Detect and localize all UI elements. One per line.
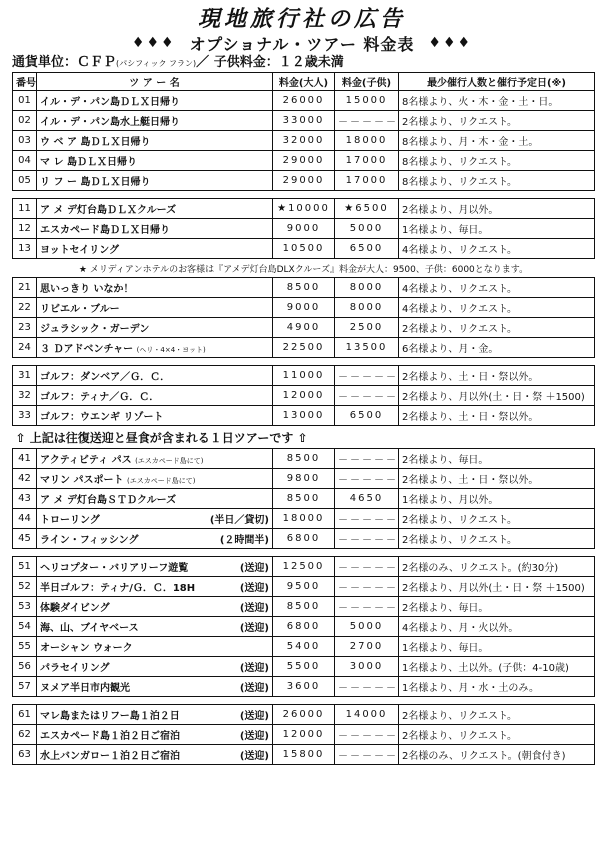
tour-tag-right: (２時間半): [219, 535, 269, 546]
tour-number: 63: [13, 745, 37, 765]
adult-price: 5500: [273, 657, 335, 677]
adult-price: 29000: [273, 151, 335, 171]
tour-name-cell: [37, 637, 273, 657]
child-price: 8000: [335, 298, 399, 318]
schedule-info: 1名様より、土以外。(子供：4-10歳): [399, 657, 595, 677]
tour-number: 53: [13, 597, 37, 617]
child-price: 5000: [335, 219, 399, 239]
schedule-info: 6名様より、月・金。: [399, 338, 595, 358]
tour-name: ゴルフ：ティナ／Ｇ．Ｃ．: [40, 392, 160, 403]
tour-name: ３ Ｄアドベンチャー: [40, 344, 134, 355]
table-row: [13, 577, 595, 597]
child-price: －－－－－: [335, 469, 399, 489]
tour-name-cell: [37, 705, 273, 725]
child-price: －－－－－: [335, 745, 399, 765]
schedule-info: 1名様より、月・水・土のみ。: [399, 677, 595, 697]
tour-number: 12: [13, 219, 37, 239]
schedule-info: 4名様より、リクエスト。: [399, 298, 595, 318]
schedule-info: 1名様より、月以外。: [399, 489, 595, 509]
adult-price: 6800: [273, 529, 335, 549]
adult-price: 8500: [273, 449, 335, 469]
tour-name: アクティビティ パス: [40, 455, 132, 466]
adult-price: 8500: [273, 278, 335, 298]
tour-name-cell: [37, 111, 273, 131]
tour-name-cell: [37, 199, 273, 219]
adult-price: 11000: [273, 366, 335, 386]
tour-number: 01: [13, 91, 37, 111]
tour-number: 45: [13, 529, 37, 549]
schedule-info: 8名様より、火・木・金・土・日。: [399, 91, 595, 111]
tour-number: 11: [13, 199, 37, 219]
adult-price: 18000: [273, 509, 335, 529]
schedule-info: 8名様より、リクエスト。: [399, 151, 595, 171]
child-price: －－－－－: [335, 386, 399, 406]
tour-tag-right: (送迎): [239, 663, 269, 674]
schedule-info: 2名様より、毎日。: [399, 449, 595, 469]
tour-name: パラセイリング: [40, 663, 110, 674]
tour-number: 62: [13, 725, 37, 745]
tour-name: トローリング: [40, 515, 100, 526]
child-price: 2700: [335, 637, 399, 657]
schedule-info: 2名様のみ、リクエスト。(約30分): [399, 557, 595, 577]
tour-name-cell: [37, 298, 273, 318]
tour-tag-right: (送迎): [239, 751, 269, 762]
schedule-info: 1名様より、毎日。: [399, 219, 595, 239]
tour-name-cell: [37, 725, 273, 745]
schedule-info: 2名様より、月以外。: [399, 199, 595, 219]
group-separator: [13, 549, 595, 557]
table-row: [13, 199, 595, 219]
diamond-left-icon: ♦♦♦: [131, 35, 176, 51]
tour-name: ライン・フィッシング: [40, 535, 139, 546]
child-price: －－－－－: [335, 725, 399, 745]
table-row: [13, 617, 595, 637]
table-row: [13, 469, 595, 489]
tour-name-cell: [37, 406, 273, 426]
tour-tag-right: (送迎): [239, 731, 269, 742]
included-banner-row: [13, 426, 595, 449]
adult-price: 4900: [273, 318, 335, 338]
table-row: [13, 745, 595, 765]
tour-name-cell: [37, 338, 273, 358]
table-row: [13, 657, 595, 677]
child-price: －－－－－: [335, 577, 399, 597]
table-row: [13, 509, 595, 529]
adult-price: 12500: [273, 557, 335, 577]
tour-name-cell: [37, 529, 273, 549]
schedule-info: 2名様より、リクエスト。: [399, 725, 595, 745]
adult-price: 9000: [273, 219, 335, 239]
schedule-info: 2名様より、月以外(土・日・祭 ＋1500): [399, 386, 595, 406]
adult-price: 5400: [273, 637, 335, 657]
title-row: [12, 32, 592, 54]
table-row: [13, 91, 595, 111]
tour-name-cell: [37, 278, 273, 298]
schedule-info: 2名様より、リクエスト。: [399, 111, 595, 131]
col-number-header: 番号: [13, 73, 37, 91]
tour-tag-right: (送迎): [239, 603, 269, 614]
tour-name: イル・デ・パン島ＤＬＸ日帰り: [40, 97, 180, 108]
tour-tag: (ヘリ・4×4・ヨット): [136, 346, 206, 354]
tour-name-cell: [37, 617, 273, 637]
adult-price: 12000: [273, 386, 335, 406]
child-price: 6500: [335, 406, 399, 426]
tour-name-cell: [37, 745, 273, 765]
child-price: 14000: [335, 705, 399, 725]
schedule-info: 4名様より、リクエスト。: [399, 278, 595, 298]
adult-price: 26000: [273, 91, 335, 111]
currency-note: (パシフィック フラン): [116, 59, 197, 68]
tour-name-cell: [37, 239, 273, 259]
child-fare-note: ／ 子供料金：１２歳未満: [196, 55, 344, 70]
separator-cell: [13, 549, 595, 557]
table-row: [13, 677, 595, 697]
adult-price: 29000: [273, 171, 335, 191]
tour-name: ウ ベ ア 島ＤＬＸ日帰り: [40, 137, 151, 148]
adult-price: 33000: [273, 111, 335, 131]
table-row: [13, 705, 595, 725]
tour-tag: (エスカペード島にて): [126, 477, 196, 485]
table-row: [13, 529, 595, 549]
tour-number: 51: [13, 557, 37, 577]
table-row: [13, 338, 595, 358]
child-price: 8000: [335, 278, 399, 298]
tour-number: 02: [13, 111, 37, 131]
schedule-info: 2名様より、リクエスト。: [399, 529, 595, 549]
tour-name: ヘリコプター・バリアリーフ遊覧: [40, 563, 189, 574]
schedule-info: 1名様より、毎日。: [399, 637, 595, 657]
tour-name-cell: [37, 386, 273, 406]
schedule-info: 2名様より、土・日・祭以外。: [399, 469, 595, 489]
adult-price: 32000: [273, 131, 335, 151]
tour-name-cell: [37, 489, 273, 509]
adult-price: 9000: [273, 298, 335, 318]
tour-name-cell: [37, 171, 273, 191]
schedule-info: 8名様より、リクエスト。: [399, 171, 595, 191]
tour-tag: (エスカペード島にて): [135, 457, 204, 465]
col-child-price-header: 料金(子供): [335, 73, 399, 91]
tour-name: エスカペード島ＤＬＸ日帰り: [40, 225, 170, 236]
tour-tag-right: (半日／貸切): [209, 515, 269, 526]
separator-cell: [13, 697, 595, 705]
tour-name: マリン パスポート: [40, 475, 124, 486]
meridien-note-row: [13, 259, 595, 278]
table-row: [13, 219, 595, 239]
tour-name: 水上バンガロー１泊２日ご宿泊: [40, 751, 180, 762]
table-body: [13, 91, 595, 765]
tour-name: マレ島またはリフー島１泊２日: [40, 711, 180, 722]
child-price: －－－－－: [335, 597, 399, 617]
tour-number: 05: [13, 171, 37, 191]
adult-price: ★10000: [273, 199, 335, 219]
tour-name: ア メ デ灯台島ＤＬＸクルーズ: [40, 205, 177, 216]
tour-tag-right: (送迎): [239, 623, 269, 634]
tour-name: 思いっきり いなか！: [40, 284, 134, 295]
tour-number: 24: [13, 338, 37, 358]
table-row: [13, 278, 595, 298]
table-row: [13, 318, 595, 338]
child-price: －－－－－: [335, 529, 399, 549]
table-row: [13, 111, 595, 131]
child-price: －－－－－: [335, 509, 399, 529]
adult-price: 15800: [273, 745, 335, 765]
tour-name-cell: [37, 91, 273, 111]
tour-name-cell: [37, 557, 273, 577]
child-price: 17000: [335, 171, 399, 191]
tour-name: リ フ ー 島ＤＬＸ日帰り: [40, 177, 151, 188]
schedule-info: 2名様より、土・日・祭以外。: [399, 366, 595, 386]
tour-name-cell: [37, 469, 273, 489]
schedule-info: 4名様より、月・火以外。: [399, 617, 595, 637]
separator-cell: [13, 191, 595, 199]
table-row: [13, 449, 595, 469]
group-separator: [13, 358, 595, 366]
tour-number: 13: [13, 239, 37, 259]
tour-tag-right: (送迎): [239, 563, 269, 574]
tour-name-cell: [37, 657, 273, 677]
tour-name: エスカペード島１泊２日ご宿泊: [40, 731, 180, 742]
child-price: 5000: [335, 617, 399, 637]
adult-price: 6800: [273, 617, 335, 637]
tour-name: 半日ゴルフ：ティナ/Ｇ．Ｃ．18H: [40, 583, 196, 594]
tour-number: 04: [13, 151, 37, 171]
adult-price: 26000: [273, 705, 335, 725]
tour-name: ジュラシック・ガーデン: [40, 324, 150, 335]
table-row: [13, 557, 595, 577]
meridien-note: ★ メリディアンホテルのお客様は『アメデ灯台島DLXクルーズ』料金が大人：9500、子供：6000となります。: [13, 259, 595, 278]
tour-price-table: [12, 72, 595, 765]
adult-price: 8500: [273, 597, 335, 617]
child-price: 17000: [335, 151, 399, 171]
tour-tag-right: (送迎): [239, 683, 269, 694]
child-price: 4650: [335, 489, 399, 509]
agency-heading: 現地旅行社の広告: [197, 6, 406, 32]
table-row: [13, 386, 595, 406]
included-banner: ⇧ 上記は往復送迎と昼食が含まれる１日ツアーです ⇧: [13, 426, 595, 449]
tour-number: 32: [13, 386, 37, 406]
tour-name: ゴルフ：ダンベア／Ｇ．Ｃ．: [40, 372, 171, 383]
tour-name-cell: [37, 449, 273, 469]
tour-number: 56: [13, 657, 37, 677]
tour-name: ゴルフ：ウエンギ リゾート: [40, 412, 164, 423]
tour-number: 23: [13, 318, 37, 338]
schedule-info: 2名様より、リクエスト。: [399, 705, 595, 725]
tour-number: 43: [13, 489, 37, 509]
tour-name-cell: [37, 318, 273, 338]
tour-number: 41: [13, 449, 37, 469]
adult-price: 10500: [273, 239, 335, 259]
child-price: 3000: [335, 657, 399, 677]
tour-name: ヨットセイリング: [40, 245, 119, 256]
schedule-info: 2名様より、リクエスト。: [399, 318, 595, 338]
tour-number: 42: [13, 469, 37, 489]
table-header-row: [13, 73, 595, 91]
schedule-info: 4名様より、リクエスト。: [399, 239, 595, 259]
table-row: [13, 597, 595, 617]
tour-name-cell: [37, 677, 273, 697]
schedule-info: 2名様より、土・日・祭以外。: [399, 406, 595, 426]
adult-price: 13000: [273, 406, 335, 426]
group-separator: [13, 191, 595, 199]
tour-name: ヌメア半日市内観光: [40, 683, 130, 694]
col-adult-price-header: 料金(大人): [273, 73, 335, 91]
tour-number: 54: [13, 617, 37, 637]
tour-tag-right: (送迎): [239, 583, 269, 594]
tour-name-cell: [37, 151, 273, 171]
currency-line: [12, 54, 592, 72]
adult-price: 9800: [273, 469, 335, 489]
tour-number: 03: [13, 131, 37, 151]
table-row: [13, 239, 595, 259]
schedule-info: 2名様より、毎日。: [399, 597, 595, 617]
table-row: [13, 131, 595, 151]
currency-label: 通貨単位：ＣＦＰ: [12, 55, 117, 70]
schedule-info: 2名様より、リクエスト。: [399, 509, 595, 529]
table-row: [13, 489, 595, 509]
child-price: 2500: [335, 318, 399, 338]
tour-tag-right: (送迎): [239, 711, 269, 722]
child-price: 15000: [335, 91, 399, 111]
sheet-title: オプショナル・ツアー 料金表: [189, 34, 415, 54]
child-price: －－－－－: [335, 449, 399, 469]
tour-number: 22: [13, 298, 37, 318]
table-row: [13, 725, 595, 745]
table-row: [13, 366, 595, 386]
child-price: －－－－－: [335, 366, 399, 386]
tour-name: マ レ 島ＤＬＸ日帰り: [40, 157, 137, 168]
tour-number: 55: [13, 637, 37, 657]
col-schedule-header: 最少催行人数と催行予定日(※): [399, 73, 595, 91]
child-price: 13500: [335, 338, 399, 358]
col-tour-name-header: ツ ア ー 名: [37, 73, 273, 91]
schedule-info: 8名様より、月・木・金・土。: [399, 131, 595, 151]
tour-name-cell: [37, 131, 273, 151]
tour-name: 体験ダイビング: [40, 603, 110, 614]
adult-price: 8500: [273, 489, 335, 509]
child-price: －－－－－: [335, 111, 399, 131]
tour-number: 31: [13, 366, 37, 386]
child-price: 6500: [335, 239, 399, 259]
tour-number: 52: [13, 577, 37, 597]
separator-cell: [13, 358, 595, 366]
tour-name-cell: [37, 219, 273, 239]
tour-name-cell: [37, 577, 273, 597]
child-price: 18000: [335, 131, 399, 151]
tour-number: 21: [13, 278, 37, 298]
tour-name-cell: [37, 509, 273, 529]
schedule-info: 2名様のみ、リクエスト。(朝食付き): [399, 745, 595, 765]
tour-name: オーシャン ウォーク: [40, 643, 133, 654]
schedule-info: 2名様より、月以外(土・日・祭 ＋1500): [399, 577, 595, 597]
table-row: [13, 406, 595, 426]
child-price: －－－－－: [335, 557, 399, 577]
table-row: [13, 298, 595, 318]
tour-number: 33: [13, 406, 37, 426]
table-row: [13, 171, 595, 191]
table-row: [13, 151, 595, 171]
adult-price: 12000: [273, 725, 335, 745]
adult-price: 9500: [273, 577, 335, 597]
tour-name: イル・デ・パン島水上艇日帰り: [40, 117, 180, 128]
group-separator: [13, 697, 595, 705]
child-price: ★6500: [335, 199, 399, 219]
diamond-right-icon: ♦♦♦: [428, 35, 473, 51]
tour-number: 61: [13, 705, 37, 725]
tour-number: 44: [13, 509, 37, 529]
table-row: [13, 637, 595, 657]
tour-number: 57: [13, 677, 37, 697]
tour-name: リビエル・ブルー: [40, 304, 120, 315]
child-price: －－－－－: [335, 677, 399, 697]
adult-price: 3600: [273, 677, 335, 697]
adult-price: 22500: [273, 338, 335, 358]
tour-name: 海、山、ブイヤベース: [40, 623, 139, 634]
tour-name: ア メ デ灯台島ＳＴＤクルーズ: [40, 495, 177, 506]
tour-name-cell: [37, 597, 273, 617]
tour-name-cell: [37, 366, 273, 386]
